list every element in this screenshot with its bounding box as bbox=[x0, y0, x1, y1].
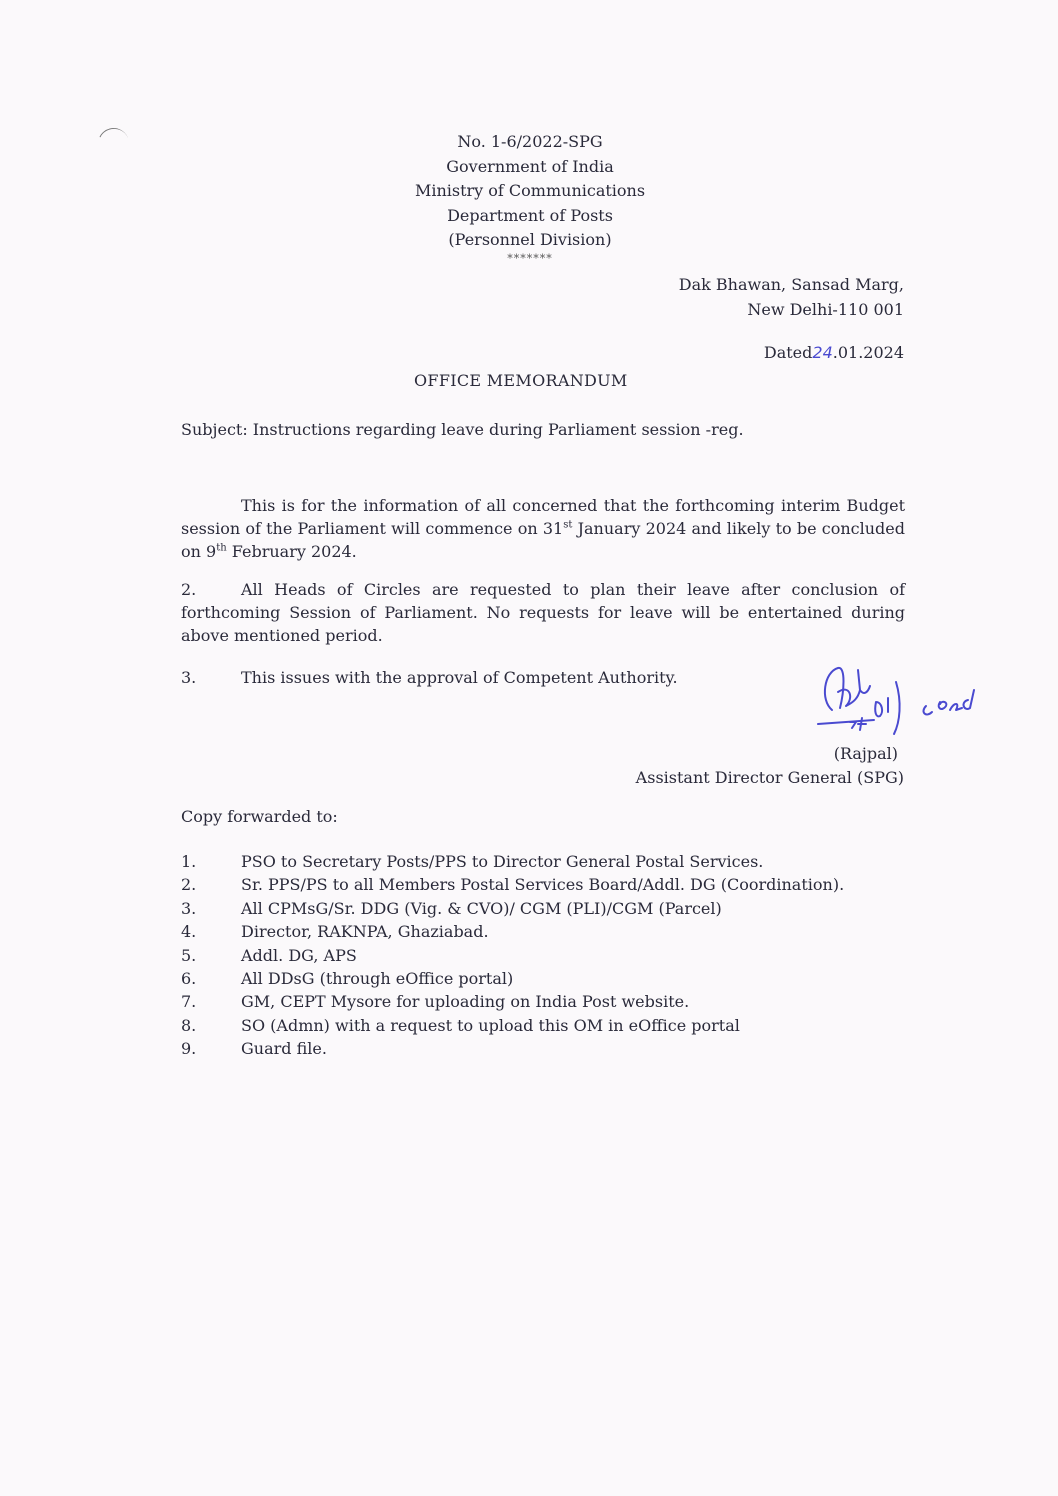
p1-sup-2: th bbox=[216, 542, 227, 554]
subject-line: Subject: Instructions regarding leave during Parliament session -reg. bbox=[181, 420, 744, 439]
file-number: No. 1-6/2022-SPG bbox=[457, 132, 603, 151]
recipient-text: SO (Admn) with a request to upload this OM in eOffice portal bbox=[241, 1015, 740, 1035]
p1-sup-1: st bbox=[563, 519, 573, 531]
office-address bbox=[679, 272, 904, 322]
copy-recipient-item bbox=[181, 920, 901, 943]
p2-text: All Heads of Circles are requested to plan their leave after conclusion of forthcoming Session of Parliament. No requests for leave will be entertained during above mentioned period. bbox=[181, 580, 905, 645]
recipient-number: 7. bbox=[181, 992, 197, 1012]
recipient-number: 5. bbox=[181, 945, 197, 965]
copy-recipients-list bbox=[181, 850, 901, 1061]
date-prefix: Dated bbox=[763, 343, 813, 362]
recipient-text: Guard file. bbox=[241, 1039, 327, 1059]
copy-recipient-item bbox=[181, 967, 901, 990]
date-line bbox=[764, 343, 904, 362]
recipient-text: All DDsG (through eOffice portal) bbox=[241, 969, 514, 989]
ministry-line: Ministry of Communications bbox=[414, 181, 646, 200]
separator-stars: ******* bbox=[507, 251, 553, 265]
handwritten-signature bbox=[810, 662, 1050, 742]
paragraph-3 bbox=[181, 666, 905, 689]
p3-number: 3. bbox=[181, 668, 197, 687]
copy-recipient-item bbox=[181, 944, 901, 967]
recipient-number: 1. bbox=[181, 852, 197, 871]
copy-forwarded-label: Copy forwarded to: bbox=[181, 807, 338, 826]
copy-recipient-item bbox=[181, 1037, 901, 1060]
recipient-text: PSO to Secretary Posts/PPS to Director General Postal Services. bbox=[241, 852, 764, 871]
copy-recipient-item bbox=[181, 873, 901, 896]
recipient-number: 8. bbox=[181, 1015, 197, 1035]
recipient-text: Sr. PPS/PS to all Members Postal Services Board/Addl. DG (Coordination). bbox=[241, 875, 845, 895]
government-line: Government of India bbox=[446, 156, 614, 176]
p2-number: 2. bbox=[181, 580, 197, 599]
recipient-text: GM, CEPT Mysore for uploading on India Post website. bbox=[241, 992, 690, 1012]
copy-recipient-item bbox=[181, 850, 901, 873]
signatory-designation: Assistant Director General (SPG) bbox=[635, 768, 904, 787]
copy-recipient-item bbox=[181, 990, 901, 1013]
recipient-number: 6. bbox=[181, 969, 197, 989]
address-line-2: New Delhi-110 001 bbox=[747, 300, 904, 319]
recipient-text: All CPMsG/Sr. DDG (Vig. & CVO)/ CGM (PLI)/CGM (Parcel) bbox=[241, 898, 722, 918]
date-rest: .01.2024 bbox=[832, 343, 904, 362]
division-line: (Personnel Division) bbox=[448, 230, 612, 249]
memo-title: OFFICE MEMORANDUM bbox=[414, 371, 628, 390]
p1-text-a: This is for the information of all concerned that the forthcoming interim Budget session of the Parliament will commence on 31 bbox=[181, 496, 905, 538]
copy-recipient-item bbox=[181, 897, 901, 920]
p1-text-c: February 2024. bbox=[226, 542, 357, 561]
recipient-number: 3. bbox=[181, 898, 197, 918]
recipient-number: 4. bbox=[181, 922, 197, 942]
recipient-number: 9. bbox=[181, 1039, 197, 1059]
recipient-text: Director, RAKNPA, Ghaziabad. bbox=[241, 922, 489, 942]
recipient-text: Addl. DG, APS bbox=[241, 945, 357, 965]
signatory-name: (Rajpal) bbox=[833, 744, 898, 763]
p1-text-b: January 2024 and likely to be concluded on 9 bbox=[181, 519, 905, 561]
address-line-1: Dak Bhawan, Sansad Marg, bbox=[678, 275, 904, 294]
paragraph-2 bbox=[181, 578, 905, 647]
paragraph-1 bbox=[181, 494, 905, 563]
department-line: Department of Posts bbox=[447, 205, 613, 225]
date-day-handwritten: 24 bbox=[812, 343, 833, 362]
recipient-number: 2. bbox=[181, 875, 197, 895]
stray-mark bbox=[94, 124, 134, 164]
letterhead bbox=[380, 130, 680, 265]
copy-recipient-item bbox=[181, 1014, 901, 1037]
p3-text: This issues with the approval of Competent Authority. bbox=[241, 668, 678, 687]
